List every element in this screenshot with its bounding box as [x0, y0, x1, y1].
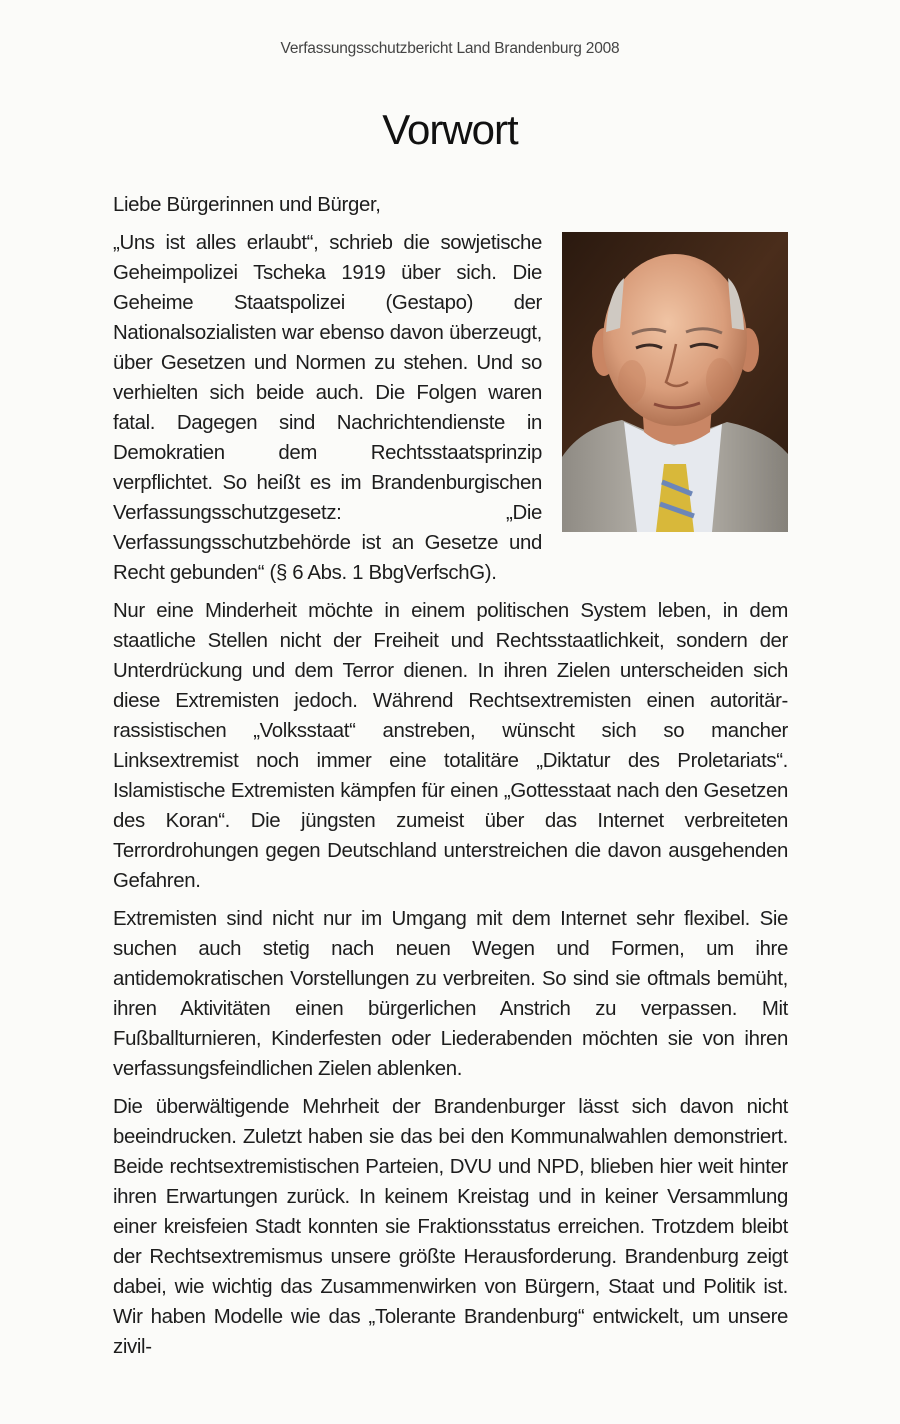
- salutation: Liebe Bürgerinnen und Bürger,: [113, 194, 381, 216]
- body-text: [113, 190, 788, 1370]
- paragraph-2: Nur eine Minderheit möchte in einem politischen System leben, in dem staatliche Stellen nicht der Freiheit und Rechtsstaatlichkeit, sondern der Unterdrückung und dem Terror dienen. In ihren Zielen unterscheiden sich diese Extremisten jedoch. Während Rechtsextremisten einen autoritär-rassistischen „Volksstaat“ anstreben, wünscht sich so mancher Linksextremist noch immer eine totalitäre „Diktatur des Proletariats“. Islamistische Extremisten kämpfen für einen „Gottesstaat nach den Gesetzen des Koran“. Die jüngsten zumeist über das Internet verbreiteten Terrordrohungen gegen Deutschland unterstreichen die davon ausgehenden Gefahren.: [113, 600, 788, 892]
- page-title: Vorwort: [382, 106, 518, 153]
- portrait-illustration: [562, 232, 788, 532]
- paragraph-1: „Uns ist alles erlaubt“, schrieb die sowjetische Geheimpolizei Tscheka 1919 über sich. Die Geheime Staatspolizei (Gestapo) der Nationalsozialisten war ebenso davon überzeugt, über Gesetzen und Normen zu stehen. Und so verhielten sich beide auch. Die Folgen waren fatal. Dagegen sind Nachrichtendienste in Demokratien dem Rechtsstaatsprinzip verpflichtet. So heißt es im Brandenburgischen Verfassungsschutzgesetz: „Die Verfassungsschutzbehörde ist an Gesetze und Recht gebunden“ (§ 6 Abs. 1 BbgVerfschG).: [113, 232, 542, 584]
- portrait-photo: [562, 232, 788, 532]
- paragraph-3: Extremisten sind nicht nur im Umgang mit dem Internet sehr flexibel. Sie suchen auch stetig nach neuen Wegen und Formen, um ihre antidemokratischen Vorstellungen zu verbreiten. So sind sie oftmals bemüht, ihren Aktivitäten einen bürgerlichen Anstrich zu verpassen. Mit Fußballturnieren, Kinderfesten oder Liederabenden möchten sie von ihren verfassungsfeindlichen Zielen ablenken.: [113, 908, 788, 1080]
- running-header: Verfassungsschutzbericht Land Brandenburg 2008: [280, 40, 620, 57]
- paragraph-4: Die überwältigende Mehrheit der Brandenburger lässt sich davon nicht beeindrucken. Zuletzt haben sie das bei den Kommunalwahlen demonstriert. Beide rechtsextremistischen Parteien, DVU und NPD, blieben hier weit hinter ihren Erwartungen zurück. In keinem Kreistag und in keiner Versammlung einer kreisfeien Stadt konnten sie Fraktionsstatus erreichen. Trotzdem bleibt der Rechtsextremismus unsere größte Herausforderung. Brandenburg zeigt dabei, wie wichtig das Zusammenwirken von Bürgern, Staat und Politik ist. Wir haben Modelle wie das „Tolerante Brandenburg“ entwickelt, um unsere zivil-: [113, 1096, 788, 1358]
